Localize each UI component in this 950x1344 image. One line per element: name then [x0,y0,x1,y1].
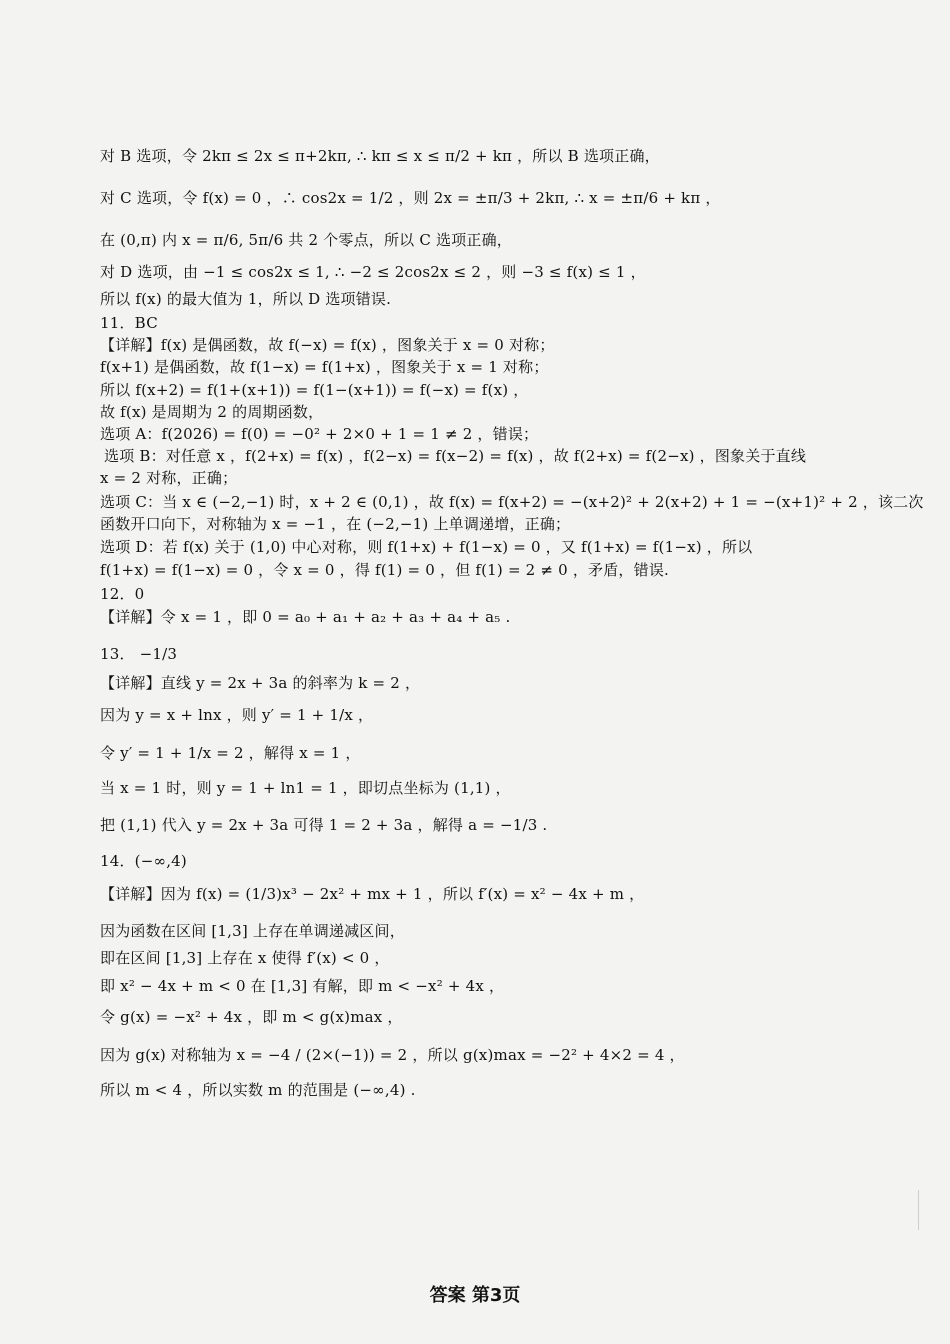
text-line: 对 D 选项，由 −1 ≤ cos2x ≤ 1, ∴ −2 ≤ 2cos2x ≤ 2 ，则 −3 ≤ f(x) ≤ 1 ， [100,263,646,281]
text-line: 选项 C：当 x ∈ (−2,−1) 时，x + 2 ∈ (0,1) ，故 f(x) = f(x+2) = −(x+2)² + 2(x+2) + 1 = −(x+1)² + 2 ，该二次 [100,493,924,511]
text-line: 【详解】f(x) 是偶函数，故 f(−x) = f(x) ，图象关于 x = 0 对称； [100,336,555,354]
text-line: 【详解】因为 f(x) = (1/3)x³ − 2x² + mx + 1 ，所以 f′(x) = x² − 4x + m ， [100,885,645,903]
question-number-11: 11．BC [100,314,158,332]
question-number-13: 13． −1/3 [100,645,178,663]
text-line: 故 f(x) 是周期为 2 的周期函数， [100,403,324,421]
page-footer: 答案 第3页 [429,1285,521,1306]
text-line: 对 B 选项，令 2kπ ≤ 2x ≤ π+2kπ, ∴ kπ ≤ x ≤ π/2 + kπ ，所以 B 选项正确， [100,147,660,165]
text-line: 在 (0,π) 内 x = π/6, 5π/6 共 2 个零点，所以 C 选项正确， [100,231,512,249]
text-line: 选项 B：对任意 x ，f(2+x) = f(x) ，f(2−x) = f(x−2) = f(x) ，故 f(2+x) = f(2−x) ，图象关于直线 [104,447,807,465]
text-line: 所以 f(x) 的最大值为 1，所以 D 选项错误. [100,290,392,308]
text-line: 所以 f(x+2) = f(1+(x+1)) = f(1−(x+1)) = f(−x) = f(x) ， [100,381,529,399]
text-line: 所以 m < 4 ，所以实数 m 的范围是 (−∞,4) . [100,1081,416,1099]
text-line: 选项 A：f(2026) = f(0) = −0² + 2×0 + 1 = 1 ≠ 2 ，错误； [100,425,539,443]
text-line: 当 x = 1 时，则 y = 1 + ln1 = 1 ，即切点坐标为 (1,1) ， [100,779,511,797]
text-line: 令 g(x) = −x² + 4x ，即 m < g(x)max ， [100,1008,403,1026]
text-line: 把 (1,1) 代入 y = 2x + 3a 可得 1 = 2 + 3a ，解得 a = −1/3 . [100,816,548,834]
text-line: 令 y′ = 1 + 1/x = 2 ，解得 x = 1 ， [100,744,361,762]
text-line: 因为 g(x) 对称轴为 x = −4 / (2×(−1)) = 2 ，所以 g(x)max = −2² + 4×2 = 4 ， [100,1046,685,1064]
text-line: 即 x² − 4x + m < 0 在 [1,3] 有解，即 m < −x² + 4x ， [100,977,505,995]
text-line: f(x+1) 是偶函数，故 f(1−x) = f(1+x) ，图象关于 x = 1 对称； [100,358,549,376]
text-line: 因为函数在区间 [1,3] 上存在单调递减区间， [100,922,405,940]
text-line: x = 2 对称，正确； [100,469,238,487]
text-line: 对 C 选项，令 f(x) = 0 ，∴ cos2x = 1/2 ，则 2x = ±π/3 + 2kπ, ∴ x = ±π/6 + kπ ， [100,189,721,207]
text-line: 因为 y = x + lnx ，则 y′ = 1 + 1/x ， [100,706,374,724]
text-line: 即在区间 [1,3] 上存在 x 使得 f′(x) < 0 ， [100,949,390,967]
text-line: 选项 D：若 f(x) 关于 (1,0) 中心对称，则 f(1+x) + f(1−x) = 0 ，又 f(1+x) = f(1−x) ，所以 [100,538,753,556]
text-line: f(1+x) = f(1−x) = 0 ，令 x = 0 ，得 f(1) = 0 ，但 f(1) = 2 ≠ 0 ，矛盾，错误. [100,561,670,579]
question-number-12: 12．0 [100,585,145,603]
text-line: 【详解】直线 y = 2x + 3a 的斜率为 k = 2 ， [100,674,421,692]
text-line: 函数开口向下，对称轴为 x = −1 ，在 (−2,−1) 上单调递增，正确； [100,515,571,533]
question-number-14: 14．(−∞,4) [100,852,187,870]
scan-edge-mark [918,1190,919,1230]
text-line: 【详解】令 x = 1 ，即 0 = a₀ + a₁ + a₂ + a₃ + a₄ + a₅ . [100,608,511,626]
